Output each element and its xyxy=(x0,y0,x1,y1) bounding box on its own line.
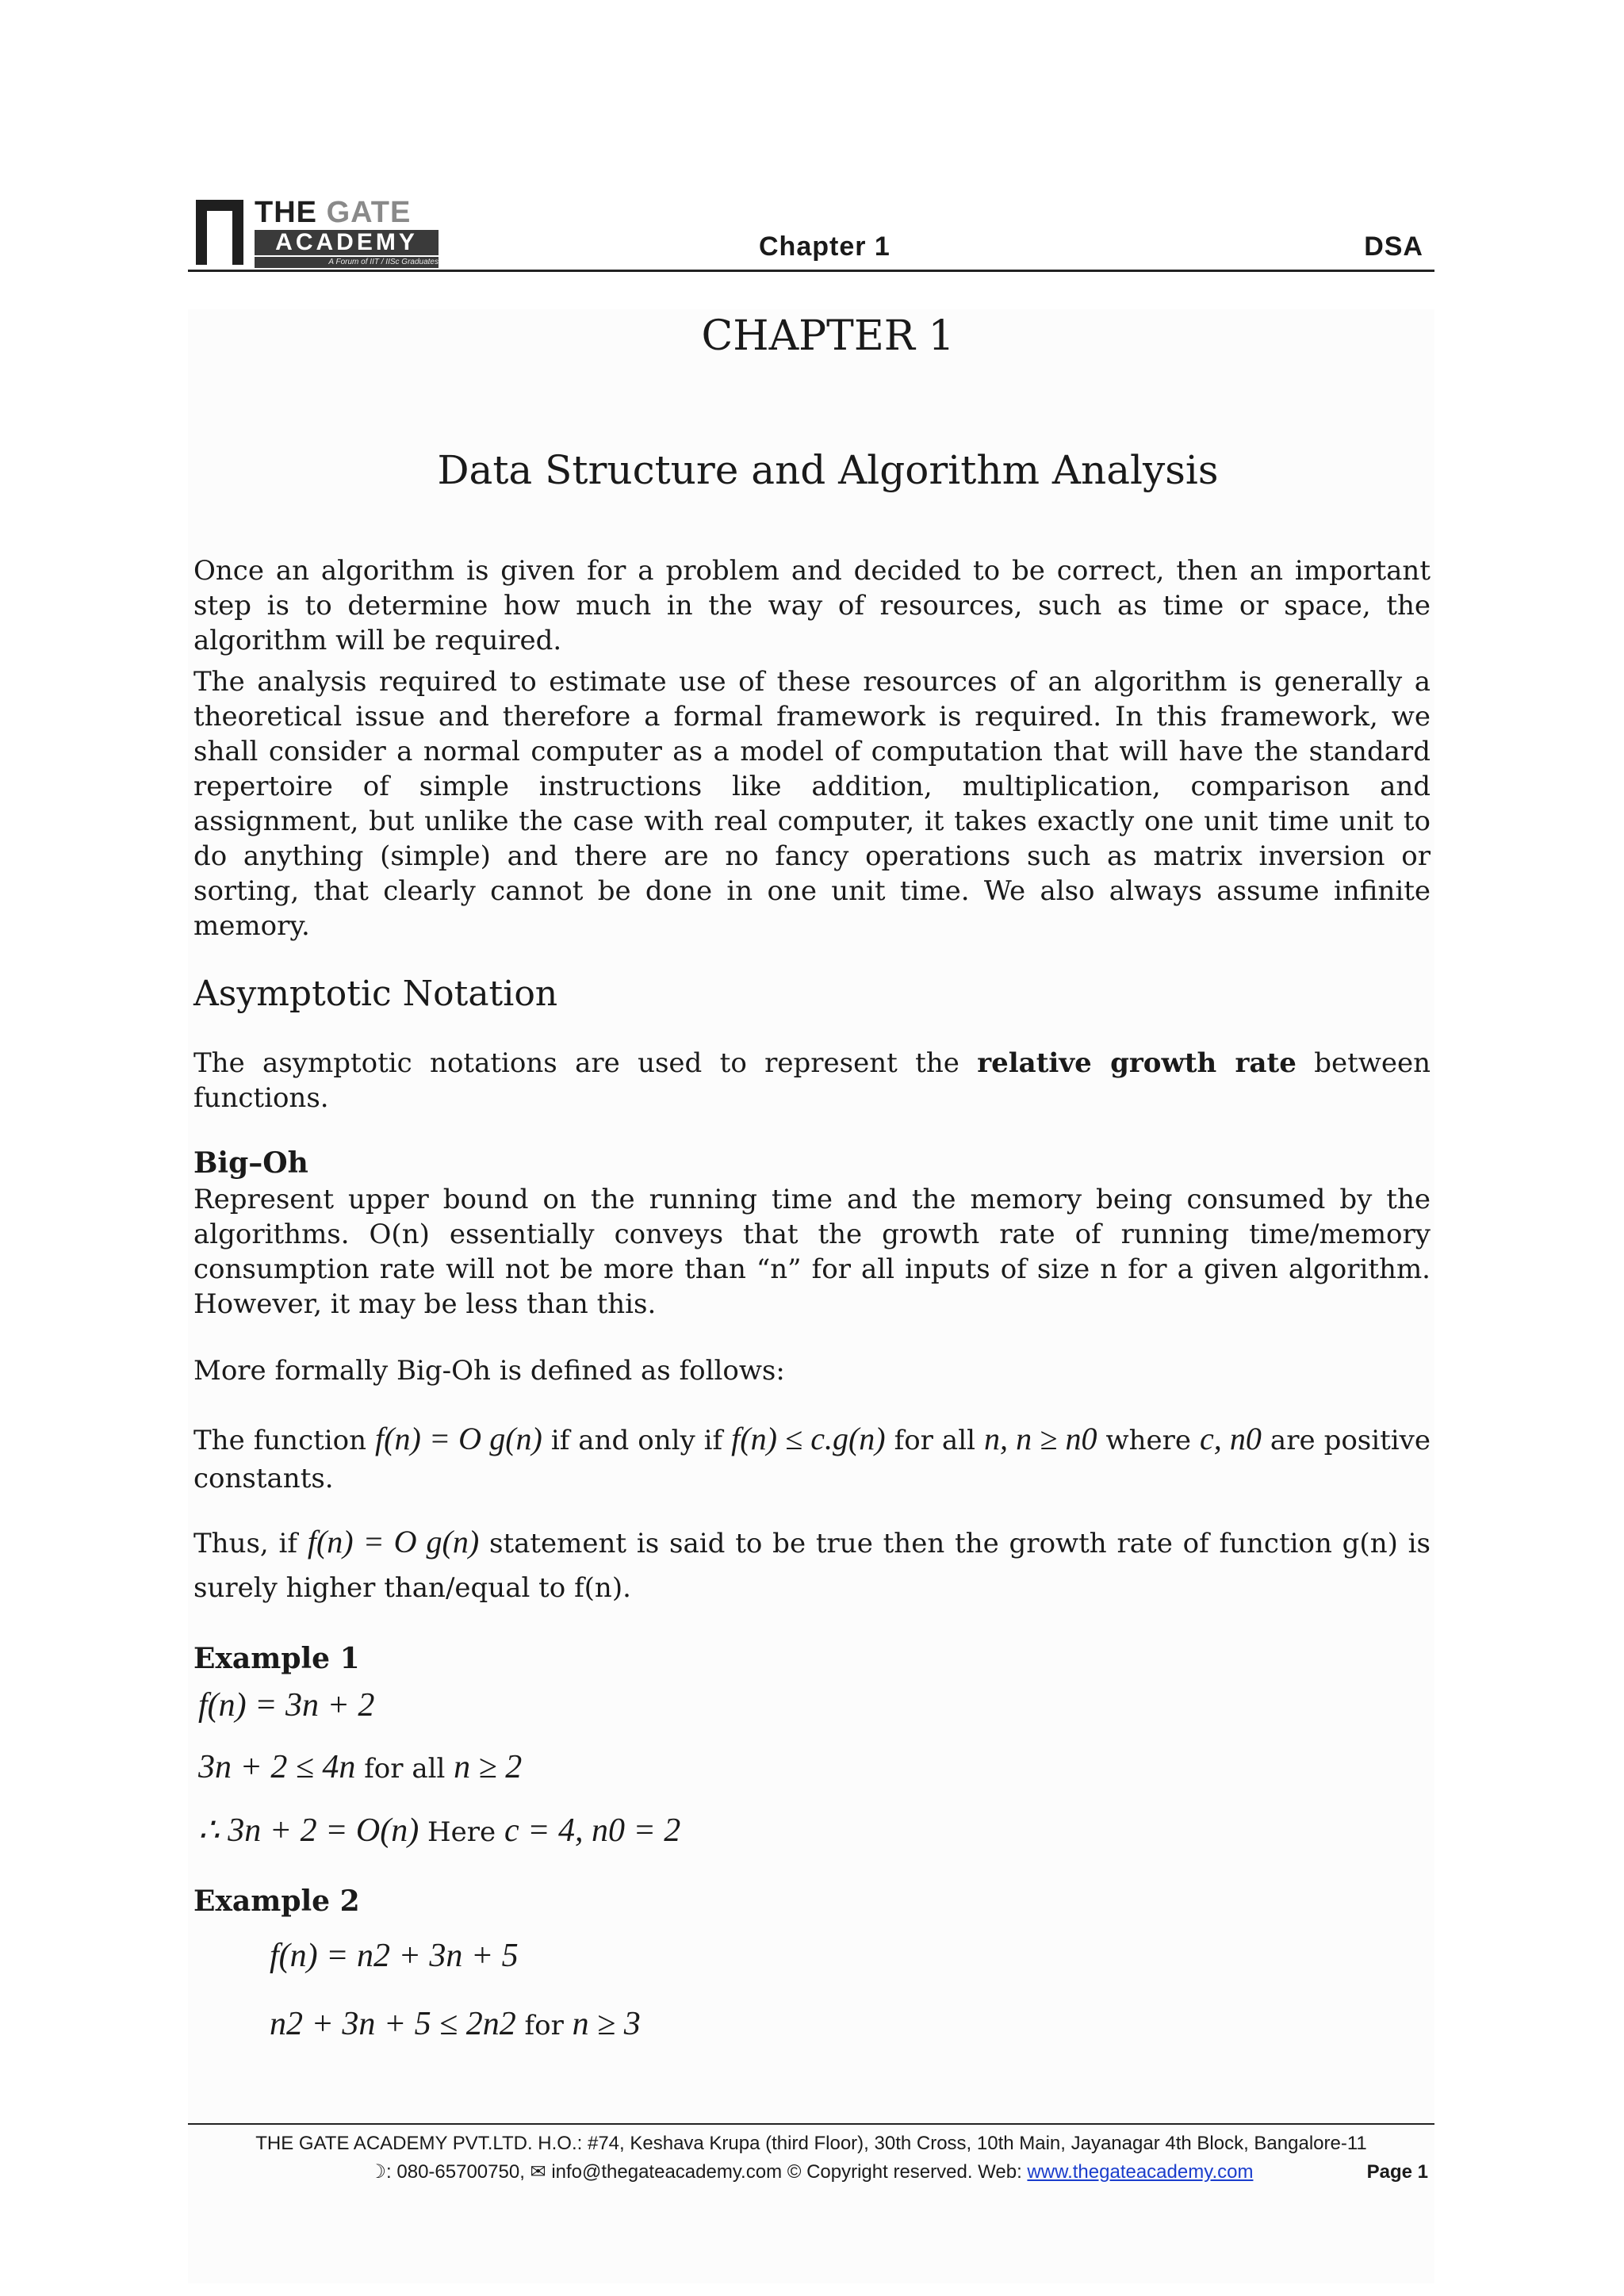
example-1-line-3: ∴ 3n + 2 = O(n) Here c = 4, n0 = 2 xyxy=(198,1812,681,1849)
def-math-4: c, n0 xyxy=(1199,1421,1262,1456)
example-1 xyxy=(193,1685,1431,1853)
footer-contact: ☽: 080-65700750, ✉ info@thegateacademy.com © Copyright reserved. Web: www.thegateacademy.com Page 1 xyxy=(188,2158,1434,2187)
page-number: Page 1 xyxy=(1366,2161,1428,2183)
academy-logo xyxy=(196,193,439,266)
header-divider xyxy=(188,270,1434,272)
footer-divider xyxy=(188,2123,1434,2125)
formal-intro: More formally Big-Oh is defined as follows: xyxy=(193,1355,785,1387)
def-math-3: n, n ≥ n0 xyxy=(983,1421,1097,1456)
logo-wordmark xyxy=(255,197,411,228)
intro-paragraph-1: Once an algorithm is given for a problem and decided to be correct, then an important step is to determine how much in the way of resources, such as time or space, the algorithm will be required. xyxy=(193,555,1431,656)
page-header xyxy=(188,190,1434,273)
section-title: Asymptotic Notation xyxy=(193,974,558,1014)
page-footer xyxy=(188,2130,1434,2187)
example-2-line-1: f(n) = n2 + 3n + 5 xyxy=(270,1938,519,1974)
bold-term: relative growth rate xyxy=(977,1047,1297,1079)
chapter-title: CHAPTER 1 xyxy=(701,312,955,360)
bigoh-implication: Thus, if f(n) = O g(n) statement is said to be true then the growth rate of function g(n) is surely higher than/equal to f(n). xyxy=(193,1524,1431,1604)
website-link[interactable]: www.thegateacademy.com xyxy=(1027,2161,1254,2183)
logo-gate: GATE xyxy=(326,196,412,229)
bigoh-definition: The function f(n) = O g(n) if and only if f(n) ≤ c.g(n) for all n, n ≥ n0 where c, n0 are positive constants. xyxy=(193,1421,1431,1494)
header-subject: DSA xyxy=(1364,232,1423,262)
thus-math: f(n) = O g(n) xyxy=(307,1524,480,1559)
section-intro: The asymptotic notations are used to represent the relative growth rate between functions. xyxy=(193,1047,1431,1114)
def-math-2: f(n) ≤ c.g(n) xyxy=(731,1421,886,1456)
header-chapter: Chapter 1 xyxy=(759,232,891,262)
example-2-title: Example 2 xyxy=(193,1885,360,1918)
example-2-line-2: n2 + 3n + 5 ≤ 2n2 for n ≥ 3 xyxy=(270,2006,641,2042)
example-1-title: Example 1 xyxy=(193,1642,360,1675)
footer-address: THE GATE ACADEMY PVT.LTD. H.O.: #74, Keshava Krupa (third Floor), 30th Cross, 10th Main, Jayanagar 4th Block, Bangalore-11 xyxy=(255,2133,1367,2154)
bigoh-title: Big–Oh xyxy=(193,1146,308,1180)
logo-academy: ACADEMY xyxy=(255,230,439,255)
page-content xyxy=(193,301,1431,2046)
example-1-line-2: 3n + 2 ≤ 4n for all n ≥ 2 xyxy=(198,1749,523,1785)
example-1-line-1: f(n) = 3n + 2 xyxy=(198,1687,375,1724)
intro-paragraph-2: The analysis required to estimate use of these resources of an algorithm is generally a theoretical issue and therefore a formal framework is required. In this framework, we shall consider a normal computer as a model of computation that will have the standard repertoire of simple instructions like addition, multiplication, comparison and assignment, but unlike the case with real computer, it takes exactly one unit time unit to do anything (simple) and there are no fancy operations such as matrix inversion or sorting, that clearly cannot be done in one unit time. We also always assume infinite memory. xyxy=(193,666,1431,942)
bigoh-description: Represent upper bound on the running time and the memory being consumed by the algorithms. O(n) essentially conveys that the growth rate of running time/memory consumption rate will not be more than “n” for all inputs of size n for a given algorithm. However, it may be less than this. xyxy=(193,1184,1431,1320)
book-title: Data Structure and Algorithm Analysis xyxy=(437,447,1219,493)
logo-tagline: A Forum of IIT / IISc Graduates xyxy=(255,257,439,268)
logo-the: THE xyxy=(255,196,317,229)
logo-bracket-icon xyxy=(196,200,243,265)
def-math-1: f(n) = O g(n) xyxy=(375,1421,542,1456)
example-2 xyxy=(193,1935,1431,2046)
